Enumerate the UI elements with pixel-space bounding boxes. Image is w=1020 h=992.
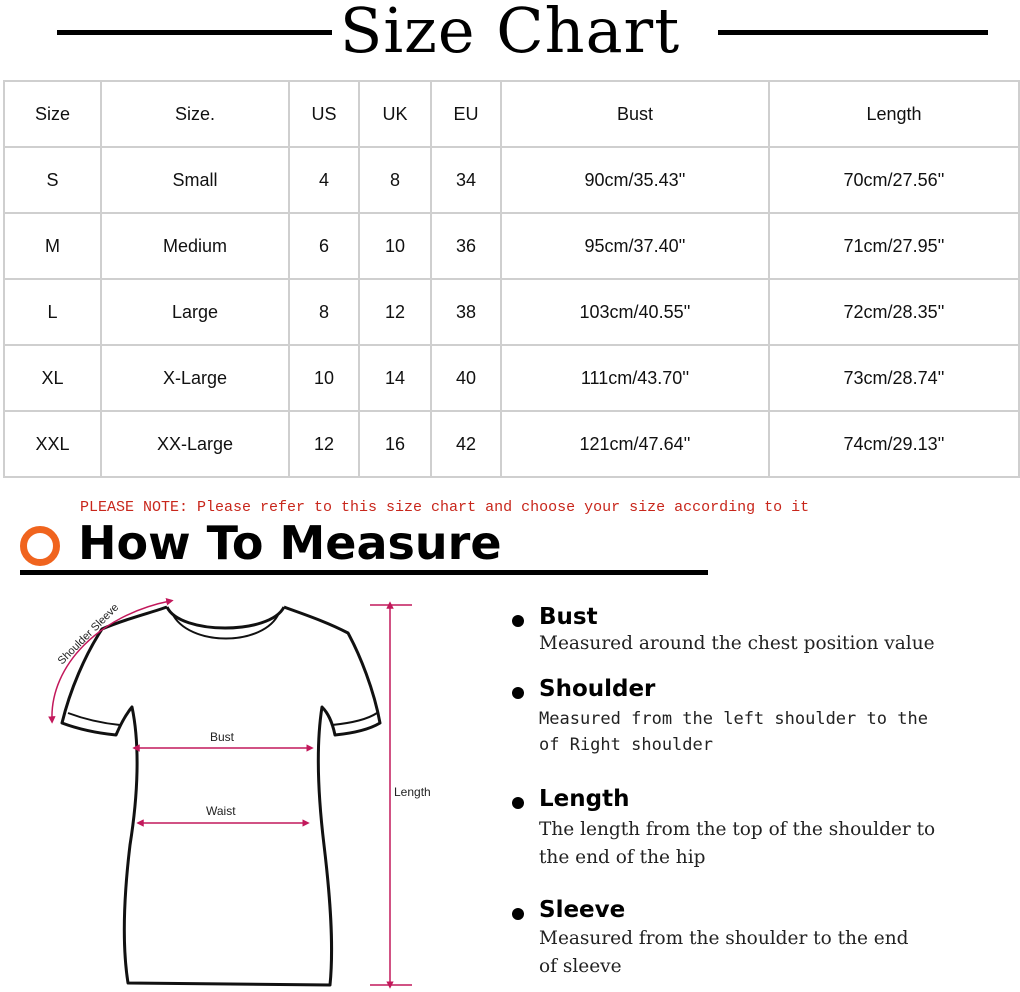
shoulder-sleeve-label: Shoulder Sleeve xyxy=(55,601,122,668)
table-cell: Large xyxy=(101,279,289,345)
table-cell: 12 xyxy=(289,411,359,477)
tshirt-outline xyxy=(62,607,380,985)
length-label: Length xyxy=(394,785,431,799)
table-row xyxy=(4,213,1019,279)
table-cell: Small xyxy=(101,147,289,213)
header-cell: EU xyxy=(431,81,501,147)
table-cell: 74cm/29.13'' xyxy=(769,411,1019,477)
how-to-measure-header xyxy=(20,518,720,578)
table-cell: 111cm/43.70'' xyxy=(501,345,769,411)
section-rule xyxy=(20,570,708,575)
table-cell: XXL xyxy=(4,411,101,477)
table-cell: 70cm/27.56'' xyxy=(769,147,1019,213)
header-cell: UK xyxy=(359,81,431,147)
table-cell: 8 xyxy=(289,279,359,345)
description-line: of Right shoulder xyxy=(539,735,713,755)
bullet-icon xyxy=(512,908,524,920)
bullet-icon xyxy=(512,615,524,627)
table-header-row xyxy=(4,81,1019,147)
header-cell: Size xyxy=(4,81,101,147)
table-row xyxy=(4,147,1019,213)
description-line: Measured from the left shoulder to the xyxy=(539,709,928,729)
header-cell: Length xyxy=(769,81,1019,147)
table-cell: 71cm/27.95'' xyxy=(769,213,1019,279)
tshirt-diagram xyxy=(30,595,450,990)
table-cell: 6 xyxy=(289,213,359,279)
table-cell: 8 xyxy=(359,147,431,213)
description-line: of sleeve xyxy=(539,956,622,977)
section-title: How To Measure xyxy=(78,516,502,570)
table-cell: 72cm/28.35'' xyxy=(769,279,1019,345)
tshirt-collar xyxy=(167,607,284,628)
table-cell: X-Large xyxy=(101,345,289,411)
waist-label: Waist xyxy=(206,804,236,818)
table-cell: 4 xyxy=(289,147,359,213)
title-rule-right xyxy=(718,30,988,35)
table-cell: L xyxy=(4,279,101,345)
description-line: Measured around the chest position value xyxy=(539,633,935,654)
description-label: Length xyxy=(539,786,630,812)
table-cell: 10 xyxy=(289,345,359,411)
description-line: the end of the hip xyxy=(539,847,706,868)
description-label: Shoulder xyxy=(539,676,656,702)
table-cell: Medium xyxy=(101,213,289,279)
table-cell: 95cm/37.40'' xyxy=(501,213,769,279)
description-label: Bust xyxy=(539,604,598,630)
description-label: Sleeve xyxy=(539,897,626,923)
table-cell: 34 xyxy=(431,147,501,213)
table-cell: 42 xyxy=(431,411,501,477)
size-chart-header xyxy=(0,0,1020,70)
description-text xyxy=(539,706,928,758)
description-text xyxy=(539,816,935,872)
header-cell: Size. xyxy=(101,81,289,147)
table-cell: 73cm/28.74'' xyxy=(769,345,1019,411)
table-cell: 10 xyxy=(359,213,431,279)
table-cell: 121cm/47.64'' xyxy=(501,411,769,477)
table-cell: 90cm/35.43'' xyxy=(501,147,769,213)
table-cell: 12 xyxy=(359,279,431,345)
header-cell: US xyxy=(289,81,359,147)
table-row xyxy=(4,345,1019,411)
bust-label: Bust xyxy=(210,730,235,744)
table-cell: XL xyxy=(4,345,101,411)
description-line: Measured from the shoulder to the end xyxy=(539,928,909,949)
table-cell: M xyxy=(4,213,101,279)
bullet-icon xyxy=(512,687,524,699)
table-cell: 38 xyxy=(431,279,501,345)
ring-bullet-icon xyxy=(20,526,60,566)
size-table xyxy=(3,80,1020,478)
table-cell: 36 xyxy=(431,213,501,279)
table-row xyxy=(4,411,1019,477)
header-cell: Bust xyxy=(501,81,769,147)
table-cell: 14 xyxy=(359,345,431,411)
description-line: The length from the top of the shoulder to xyxy=(539,819,936,840)
page-title: Size Chart xyxy=(339,0,681,67)
table-cell: 16 xyxy=(359,411,431,477)
bullet-icon xyxy=(512,797,524,809)
table-row xyxy=(4,279,1019,345)
table-cell: S xyxy=(4,147,101,213)
description-text xyxy=(539,630,935,658)
table-cell: 40 xyxy=(431,345,501,411)
size-note: PLEASE NOTE: Please refer to this size chart and choose your size according to it xyxy=(80,499,810,516)
table-cell: 103cm/40.55'' xyxy=(501,279,769,345)
table-cell: XX-Large xyxy=(101,411,289,477)
description-text xyxy=(539,925,909,981)
